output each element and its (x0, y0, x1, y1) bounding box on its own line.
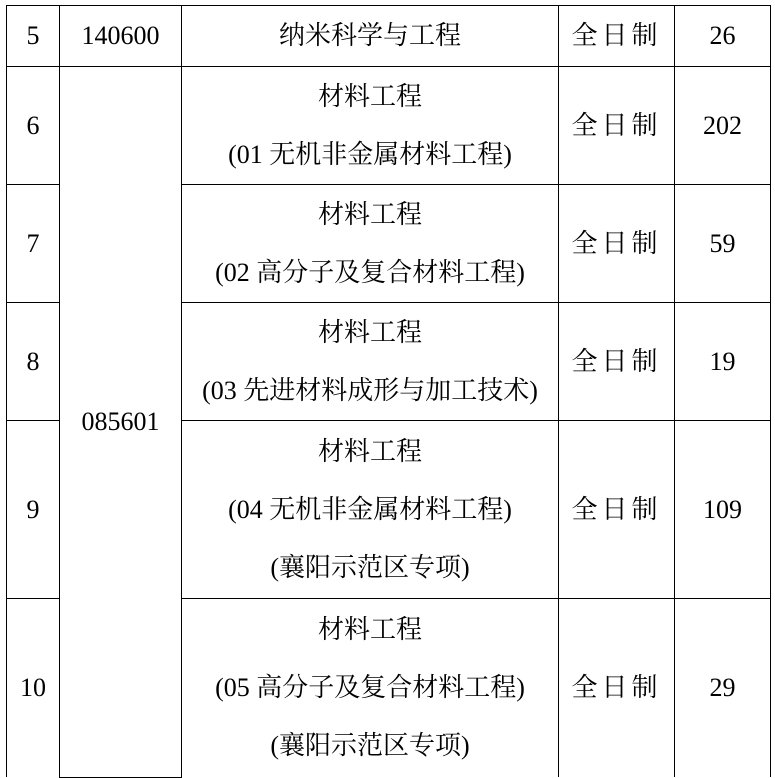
study-mode: 全日制 (559, 6, 675, 67)
enrollment-count: 59 (675, 185, 771, 303)
row-number: 9 (7, 421, 60, 599)
major-name (182, 67, 559, 185)
major-name-line: 材料工程 (317, 615, 422, 644)
major-direction-line: (01 无机非金属材料工程) (228, 139, 512, 169)
study-mode: 全日制 (559, 67, 675, 185)
table-row (7, 67, 771, 185)
major-code: 085601 (60, 67, 182, 778)
enrollment-count: 29 (675, 599, 771, 778)
row-number: 6 (7, 67, 60, 185)
special-program-line: (襄阳示范区专项) (270, 552, 470, 582)
major-direction-line: (03 先进材料成形与加工技术) (202, 375, 538, 405)
row-number: 8 (7, 303, 60, 421)
enrollment-count: 19 (675, 303, 771, 421)
study-mode: 全日制 (559, 303, 675, 421)
major-name-line: 材料工程 (317, 81, 422, 111)
study-mode: 全日制 (559, 599, 675, 778)
major-name (182, 185, 559, 303)
major-direction-line: (05 高分子及复合材料工程) (215, 673, 525, 702)
major-name-line: 纳米科学与工程 (278, 21, 461, 50)
major-name (182, 421, 559, 599)
row-number: 10 (7, 599, 60, 778)
row-number: 5 (7, 6, 60, 67)
enrollment-count: 202 (675, 67, 771, 185)
major-name-line: 材料工程 (317, 436, 422, 466)
special-program-line: (襄阳示范区专项) (270, 731, 470, 760)
major-code: 140600 (60, 6, 182, 67)
major-name-line: 材料工程 (317, 199, 422, 229)
study-mode: 全日制 (559, 185, 675, 303)
major-name-line: 材料工程 (317, 317, 422, 347)
study-mode: 全日制 (559, 421, 675, 599)
enrollment-table (6, 5, 771, 778)
major-direction-line: (04 无机非金属材料工程) (228, 494, 512, 524)
major-name (182, 599, 559, 778)
enrollment-count: 109 (675, 421, 771, 599)
row-number: 7 (7, 185, 60, 303)
major-direction-line: (02 高分子及复合材料工程) (215, 257, 525, 287)
enrollment-count: 26 (675, 6, 771, 67)
table-row (7, 6, 771, 67)
major-name (182, 6, 559, 67)
major-name (182, 303, 559, 421)
